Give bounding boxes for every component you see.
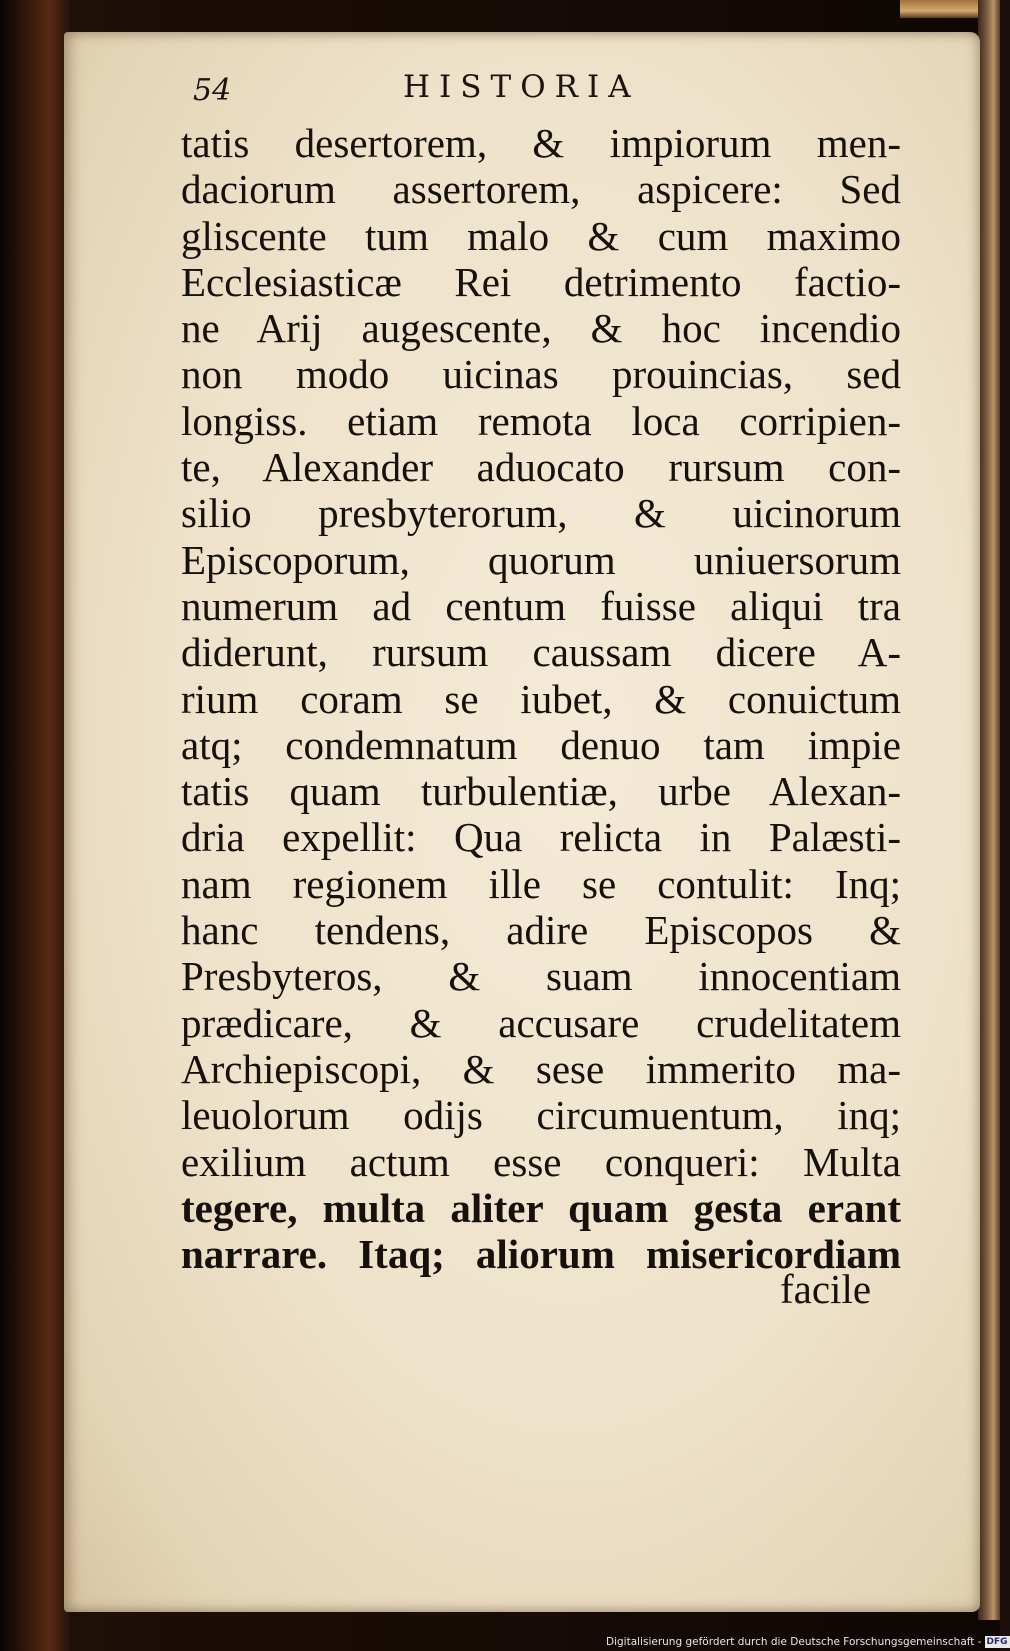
dfg-logo-icon: DFG	[986, 1637, 1008, 1647]
text-line: Presbyteros, & suam innocentiam	[181, 953, 901, 1000]
text-line: ne Arij augescente, & hoc incendio	[181, 305, 901, 352]
text-line: dria expellit: Qua relicta in Palæsti-	[181, 814, 901, 861]
text-line: daciorum assertorem, aspicere: Sed	[181, 166, 901, 213]
text-line: diderunt, rursum caussam dicere A-	[181, 629, 901, 676]
book-spine	[0, 0, 70, 1651]
text-line: te, Alexander aduocato rursum con-	[181, 444, 901, 491]
text-line: Episcoporum, quorum uniuersorum	[181, 536, 901, 583]
running-title: HISTORIA	[403, 69, 640, 105]
text-line: atq; condemnatum denuo tam impie	[181, 721, 901, 768]
page-edge	[978, 0, 1000, 1620]
credit-text: Digitalisierung gefördert durch die Deutsche Forschungsgemeinschaft -	[606, 1636, 982, 1648]
page-header	[193, 69, 753, 119]
text-line: narrare. Itaq; aliorum misericordiam	[181, 1231, 901, 1278]
body-text	[181, 120, 901, 1277]
text-line: tatis desertorem, & impiorum men-	[181, 120, 901, 166]
page-number: 54	[193, 73, 232, 108]
catchword: facile	[780, 1266, 872, 1312]
text-line: tegere, multa aliter quam gesta erant	[181, 1184, 901, 1231]
text-line: tatis quam turbulentiæ, urbe Alexan-	[181, 768, 901, 815]
text-line: rium coram se iubet, & conuictum	[181, 675, 901, 722]
text-line: non modo uicinas prouincias, sed	[181, 351, 901, 398]
text-line: prædicare, & accusare crudelitatem	[181, 999, 901, 1046]
text-line: silio presbyterorum, & uicinorum	[181, 490, 901, 537]
text-line: Archiepiscopi, & sese immerito ma-	[181, 1045, 901, 1092]
text-line: numerum ad centum fuisse aliqui tra	[181, 582, 901, 629]
text-line: hanc tendens, adire Episcopos &	[181, 907, 901, 954]
text-line: Ecclesiasticæ Rei detrimento factio-	[181, 258, 901, 305]
text-line: longiss. etiam remota loca corripien-	[181, 397, 901, 444]
text-line: leuolorum odijs circumuentum, inq;	[181, 1092, 901, 1139]
text-line: nam regionem ille se contulit: Inq;	[181, 860, 901, 907]
text-line: gliscente tum malo & cum maximo	[181, 212, 901, 259]
text-line: exilium actum esse conqueri: Multa	[181, 1138, 901, 1185]
digitization-credit	[606, 1633, 1008, 1651]
